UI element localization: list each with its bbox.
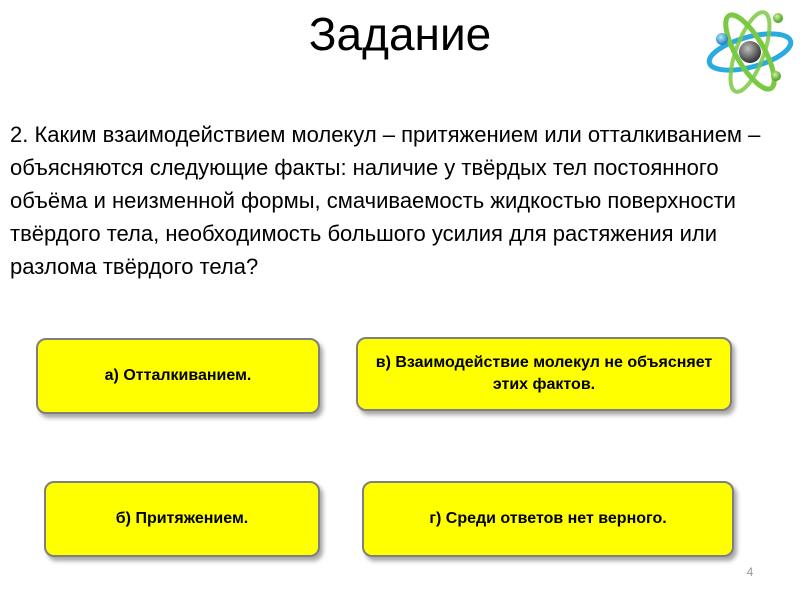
answer-v-button[interactable] bbox=[356, 337, 732, 411]
answer-a-label: а) Отталкиванием. bbox=[104, 367, 252, 384]
question-text: 2. Каким взаимодействием молекул – притяжением или отталкиванием – объясняются следующие факты: наличие у твёрдых тел постоянного объёма и неизменной формы, смачиваемость жидкостью поверхности твёрдого тела, необходимость большого усилия для растяжения или разлома твёрдого тела? bbox=[10, 122, 761, 279]
answer-v-label: в) Взаимодействие молекул не объясняет этих фактов. bbox=[375, 354, 713, 393]
answer-g-button[interactable] bbox=[362, 481, 734, 557]
answer-a-button[interactable] bbox=[36, 338, 320, 414]
answer-b-label: б) Притяжением. bbox=[115, 510, 249, 527]
answer-b-button[interactable] bbox=[44, 481, 320, 557]
page-number: 4 bbox=[746, 565, 754, 579]
answer-g-label: г) Среди ответов нет верного. bbox=[429, 510, 667, 527]
atom-icon bbox=[700, 6, 796, 98]
slide-title: Задание bbox=[308, 8, 492, 60]
